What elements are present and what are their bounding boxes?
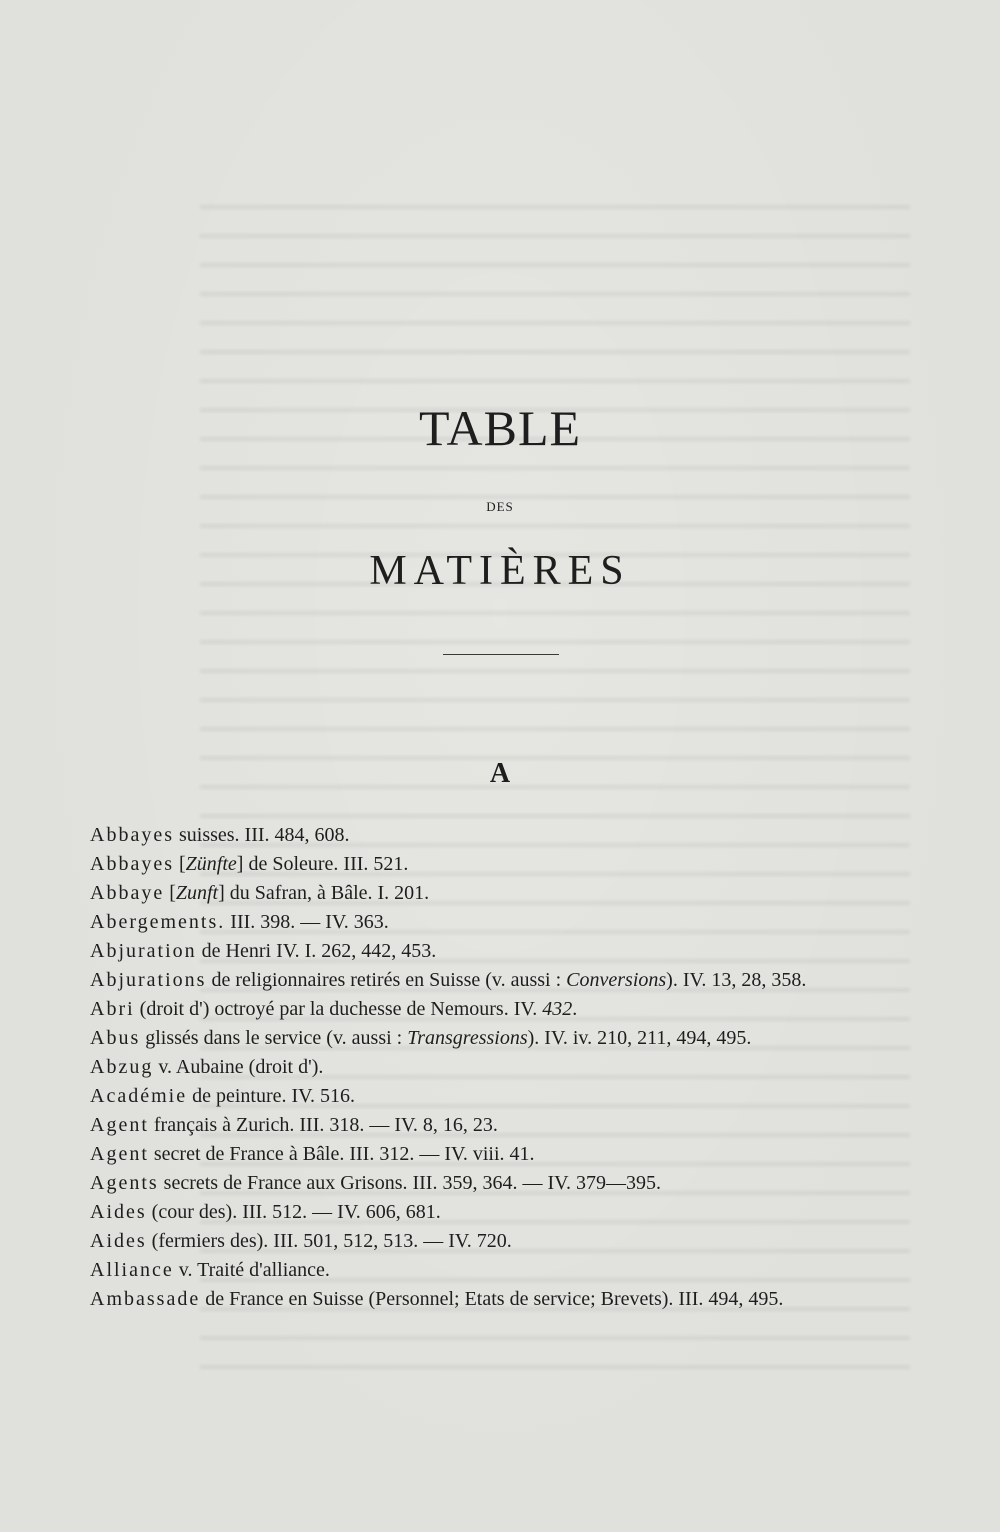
entry-text: suisses. III. 484, 608. — [173, 824, 350, 846]
entry-keyword: Ambassade — [90, 1288, 201, 1310]
entry-keyword: Abbayes — [90, 853, 174, 875]
index-entry — [90, 938, 905, 965]
page-title: TABLE — [418, 400, 582, 456]
index-entry — [90, 909, 905, 936]
index-entry — [90, 1228, 905, 1255]
entry-keyword: Aides — [90, 1201, 147, 1223]
entry-text-end: . — [572, 998, 578, 1020]
entry-text: v. Aubaine (droit d'). — [153, 1056, 324, 1078]
entry-text: de peinture. IV. 516. — [187, 1085, 356, 1107]
index-entry — [90, 851, 905, 878]
index-entry — [90, 1112, 905, 1139]
entry-italic: Transgressions — [407, 1027, 528, 1049]
index-entry — [90, 1170, 905, 1197]
entry-text: III. 398. — IV. 363. — [225, 911, 389, 933]
entry-text-end: ] du Safran, à Bâle. I. 201. — [218, 882, 430, 904]
entry-keyword: Académie — [90, 1085, 188, 1107]
index-entry — [90, 1025, 905, 1052]
index-entry — [90, 880, 905, 907]
title-connector: DES — [486, 499, 514, 514]
entry-text: glissés dans le service (v. aussi : — [140, 1027, 408, 1049]
entry-keyword: Abbaye — [90, 882, 165, 904]
entry-text: de religionnaires retirés en Suisse (v. aussi : — [206, 969, 567, 991]
entry-italic: Zunft — [175, 882, 219, 904]
entry-keyword: Agent — [90, 1143, 149, 1165]
index-entry — [90, 967, 905, 994]
entry-keyword: Abbayes — [90, 824, 174, 846]
entry-keyword: Abri — [90, 998, 135, 1020]
index-entry — [90, 996, 905, 1023]
entry-keyword: Abjurations — [90, 969, 207, 991]
index-entries — [90, 822, 905, 1315]
index-entry — [90, 1141, 905, 1168]
index-entry — [90, 1054, 905, 1081]
entry-text: [ — [173, 853, 186, 875]
entry-keyword: Abus — [90, 1027, 141, 1049]
entry-keyword: Alliance — [90, 1259, 174, 1281]
index-entry — [90, 1083, 905, 1110]
entry-text-end: ). IV. 13, 28, 358. — [666, 969, 807, 991]
entry-text: (droit d') octroyé par la duchesse de Nemours. IV. — [134, 998, 543, 1020]
section-letter: A — [489, 758, 511, 789]
entry-text: (fermiers des). III. 501, 512, 513. — IV. 720. — [146, 1230, 512, 1252]
index-entry — [90, 1286, 905, 1313]
entry-text: v. Traité d'alliance. — [173, 1259, 330, 1281]
entry-text: de France en Suisse (Personnel; Etats de service; Brevets). III. 494, 495. — [200, 1288, 784, 1310]
entry-keyword: Abjuration — [90, 940, 197, 962]
entry-text-end: ). IV. iv. 210, 211, 494, 495. — [527, 1027, 752, 1049]
entry-keyword: Agent — [90, 1114, 149, 1136]
entry-keyword: Abergements. — [90, 911, 226, 933]
index-entry — [90, 1199, 905, 1226]
entry-text: français à Zurich. III. 318. — IV. 8, 16, 23. — [148, 1114, 498, 1136]
entry-keyword: Abzug — [90, 1056, 154, 1078]
page-subtitle: MATIÈRES — [369, 548, 631, 594]
entry-text: [ — [164, 882, 176, 904]
entry-text: secret de France à Bâle. III. 312. — IV. viii. 41. — [148, 1143, 535, 1165]
index-entry — [90, 1257, 905, 1284]
index-entry — [90, 822, 905, 849]
entry-italic: Zünfte — [185, 853, 237, 875]
entry-text: (cour des). III. 512. — IV. 606, 681. — [146, 1201, 441, 1223]
entry-keyword: Agents — [90, 1172, 159, 1194]
entry-text: de Henri IV. I. 262, 442, 453. — [196, 940, 437, 962]
entry-italic: Conversions — [566, 969, 667, 991]
entry-text: secrets de France aux Grisons. III. 359, 364. — IV. 379—395. — [158, 1172, 661, 1194]
entry-italic: 432 — [542, 998, 573, 1020]
entry-keyword: Aides — [90, 1230, 147, 1252]
divider — [443, 654, 559, 655]
entry-text-end: ] de Soleure. III. 521. — [236, 853, 409, 875]
